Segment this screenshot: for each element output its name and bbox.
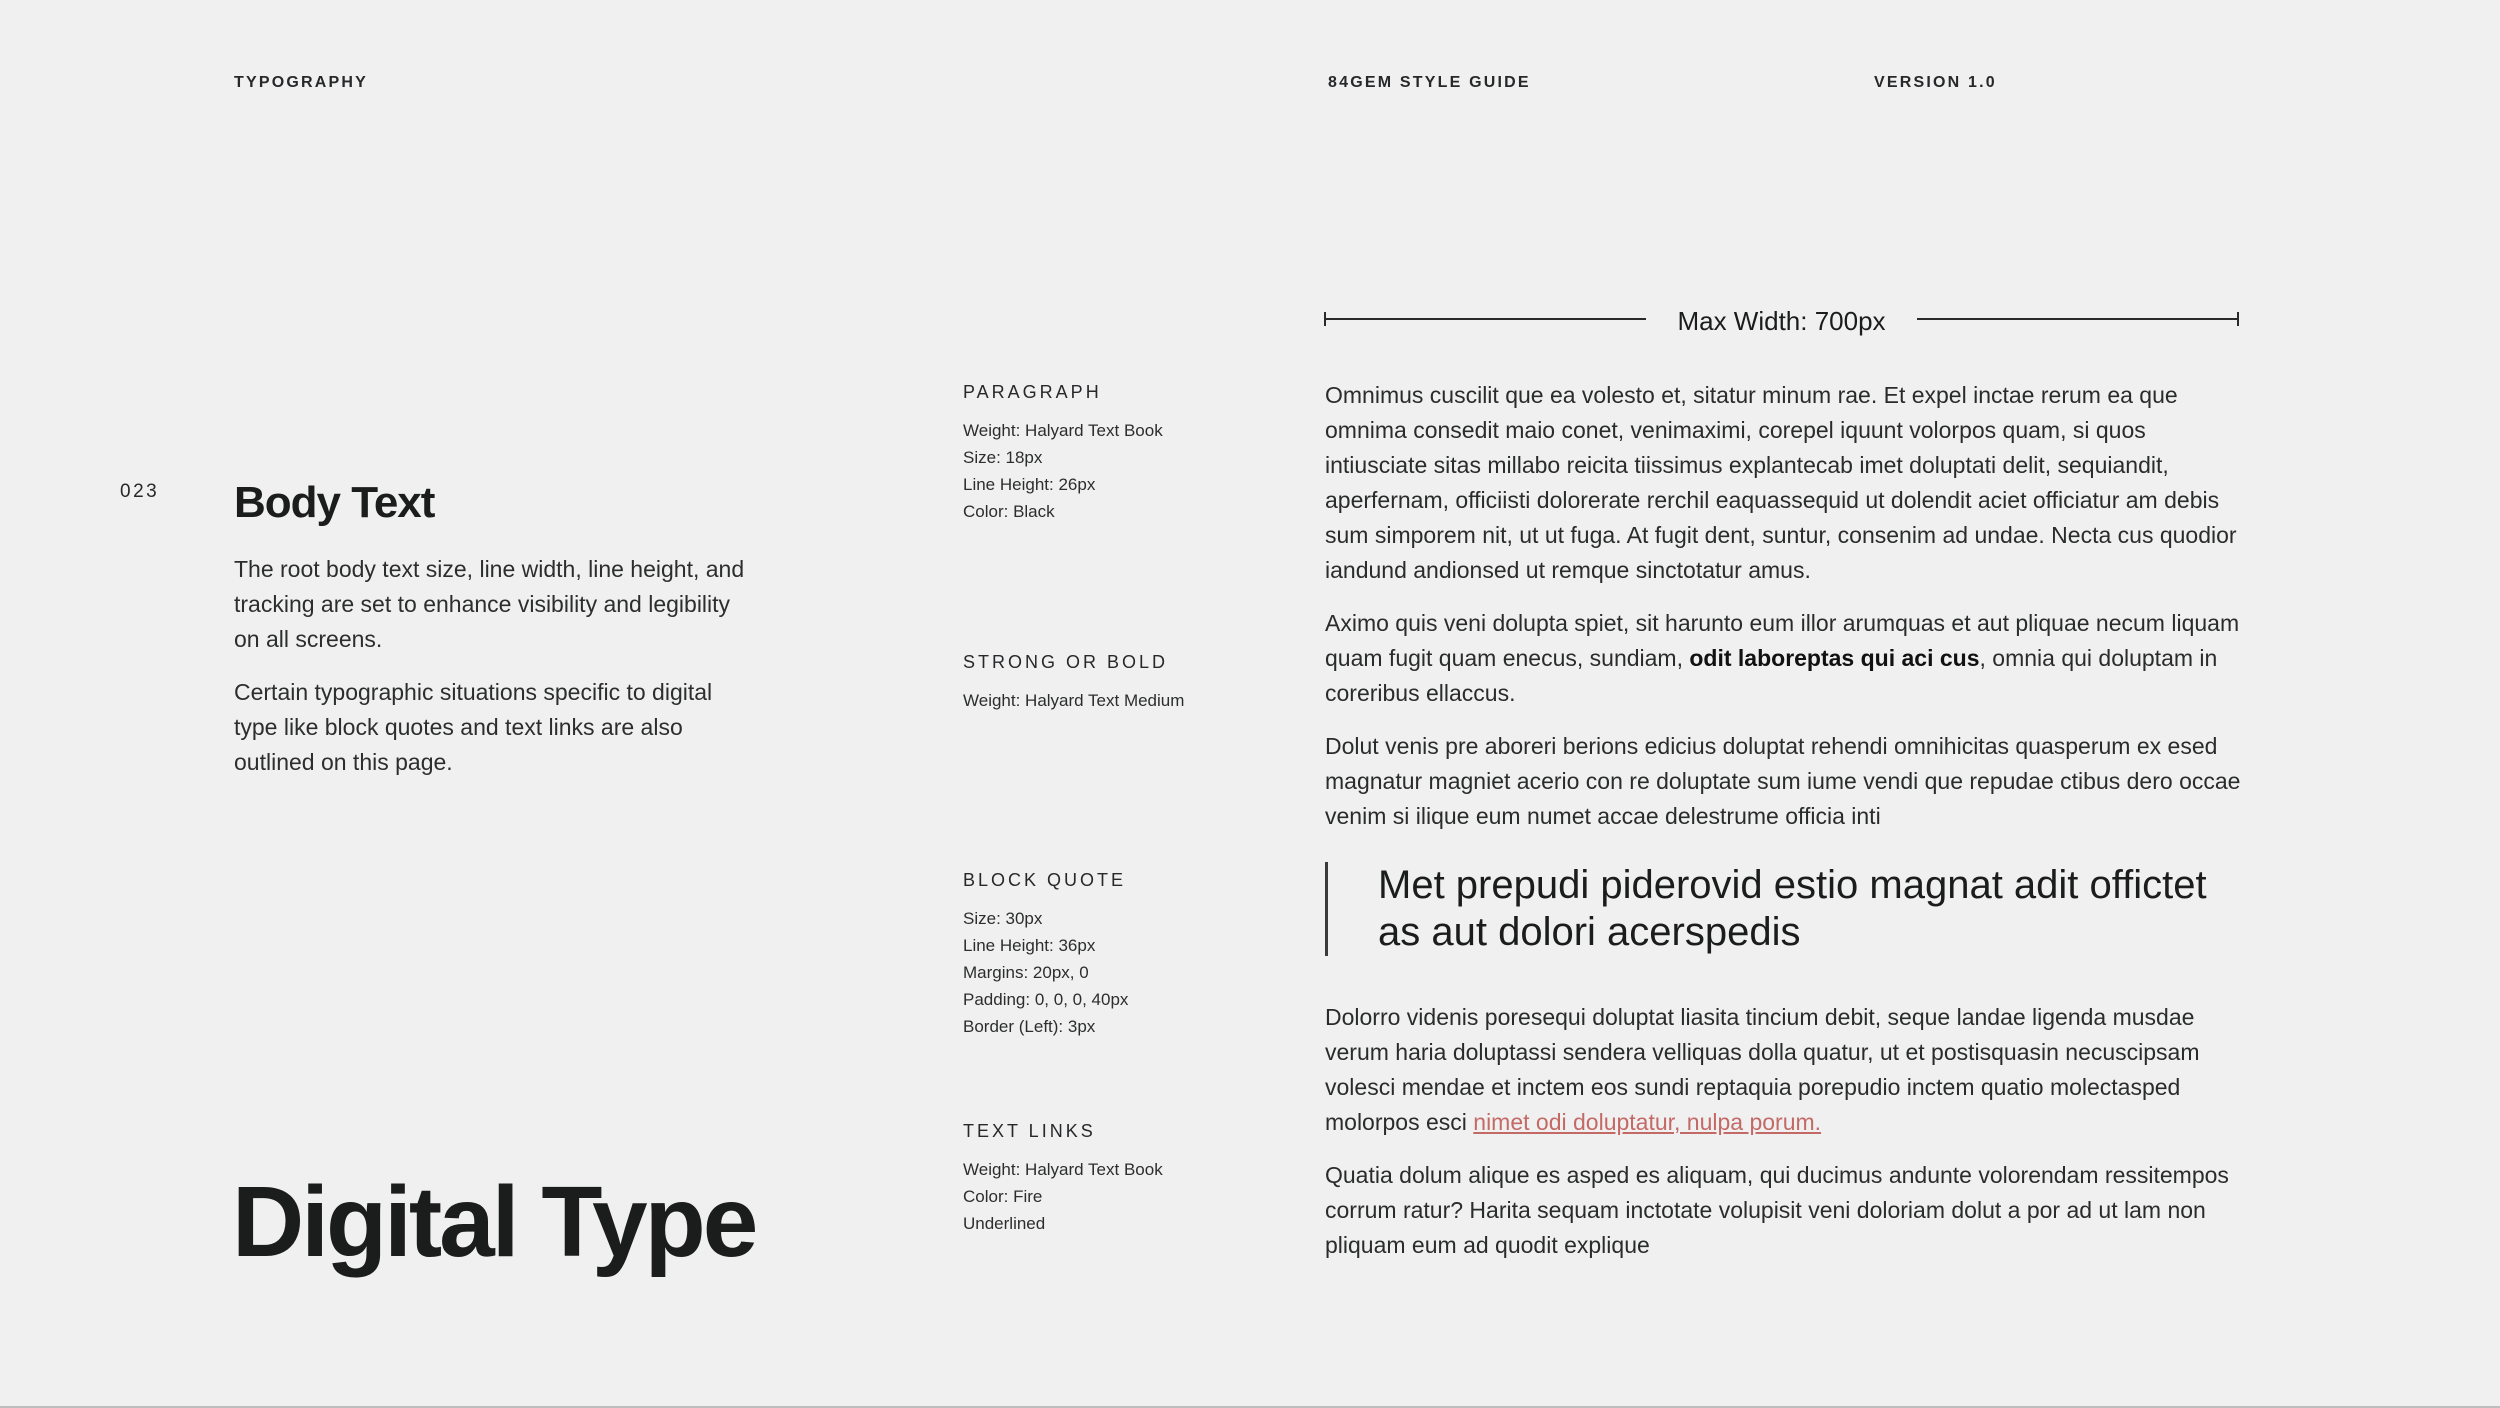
sample-content: [1325, 378, 2245, 1281]
sample-paragraph: Quatia dolum alique es asped es aliquam, qui ducimus andunte volorendam ressitempos corrum ratur? Harita sequam inctotate volupisit veni doloriam dolut a por ad ut lam non pliquam eum ad quodit explique: [1325, 1162, 2229, 1258]
spec-block-quote: [963, 870, 1263, 1040]
spec-line: Color: Black: [963, 502, 1055, 521]
text-run: Dolorro videnis poresequi doluptat liasita tincium debit, seque landae ligenda musdae verum haria doluptassi sendera velliquas dolla quatur, ut et postisquasin necuscipsam volesci mendae et inctem eos sundi reptaquia porepudio inctem quatio molectasped molorpos esci: [1325, 1004, 2200, 1135]
spec-line: Weight: Halyard Text Book: [963, 421, 1163, 440]
spec-bold: [963, 652, 1263, 714]
intro-section: [234, 478, 754, 798]
bold-text: odit laboreptas qui aci cus: [1689, 645, 1980, 671]
measure-tick: [2237, 312, 2239, 326]
spec-line: Underlined: [963, 1214, 1046, 1233]
max-width-indicator: [1324, 300, 2239, 340]
guide-label: 84GEM STYLE GUIDE: [1328, 74, 1531, 91]
measure-rule: [1917, 318, 2239, 320]
text-run: , omnia qui doluptam in coreribus ellaccus.: [1325, 645, 2218, 706]
intro-paragraph: Certain typographic situations specific to digital type like block quotes and text links are also outlined on this page.: [234, 679, 713, 775]
page-title: Digital Type: [232, 1166, 756, 1278]
text-link[interactable]: nimet odi doluptatur, nulpa porum.: [1473, 1109, 1822, 1135]
spec-line: Color: Fire: [963, 1187, 1043, 1206]
intro-paragraph: The root body text size, line width, line height, and tracking are set to enhance visibility and legibility on all screens.: [234, 556, 745, 652]
sample-paragraph: [1325, 606, 2245, 711]
sample-paragraph: Dolut venis pre aboreri berions edicius doluptat rehendi omnihicitas quasperum ex esed magnatur magniet acerio con re doluptate sum iume vendi que repudae ctibus dero occae venim si ilique eum numet accae delestrume officia inti: [1325, 733, 2241, 829]
spec-label: TEXT LINKS: [963, 1121, 1096, 1141]
spec-line: Border (Left): 3px: [963, 1017, 1096, 1036]
spec-line: Size: 18px: [963, 448, 1043, 467]
page-title-wrapper: [232, 1166, 756, 1278]
sample-paragraph: [1325, 1000, 2245, 1140]
spec-line: Weight: Halyard Text Book: [963, 1160, 1163, 1179]
spec-line: Line Height: 36px: [963, 936, 1096, 955]
section-heading: Body Text: [234, 478, 435, 527]
spec-line: Size: 30px: [963, 909, 1043, 928]
block-quote: Met prepudi piderovid estio magnat adit offictet as aut dolori acerspedis: [1325, 862, 2245, 956]
spec-line: Margins: 20px, 0: [963, 963, 1089, 982]
section-label: TYPOGRAPHY: [234, 74, 369, 91]
spec-label: BLOCK QUOTE: [963, 870, 1127, 890]
spec-label: STRONG OR BOLD: [963, 652, 1169, 672]
version-label: VERSION 1.0: [1874, 74, 1997, 91]
max-width-label: Max Width: 700px: [1677, 306, 1886, 336]
spec-line: Line Height: 26px: [963, 475, 1096, 494]
sample-paragraph: Omnimus cuscilit que ea volesto et, sitatur minum rae. Et expel inctae rerum ea que omnima consedit maio conet, venimaximi, corepel iquunt volorpos quam, si quos intiusciate sitas millabo reicita tiissimus explantecab imet doluptati delit, sequiandit, aperfernam, officiisti dolorerate rerchil eaquassequid ut dolendit aciet officiatur am debis sum simporem nit, ut ut fuga. At fugit dent, suntur, consenim ad undae. Necta cus quodior iandund andionsed ut remque sinctotatur amus.: [1325, 382, 2237, 583]
spec-paragraph: [963, 382, 1263, 525]
spec-label: PARAGRAPH: [963, 382, 1102, 402]
spec-line: Padding: 0, 0, 0, 40px: [963, 990, 1129, 1009]
spec-line: Weight: Halyard Text Medium: [963, 691, 1185, 710]
page-number: 023: [120, 481, 160, 502]
spec-text-links: [963, 1121, 1263, 1237]
text-run: Aximo quis veni dolupta spiet, sit harunto eum illor arumquas et aut pliquae necum liquam quam fugit quam enecus, sundiam,: [1325, 610, 2240, 671]
